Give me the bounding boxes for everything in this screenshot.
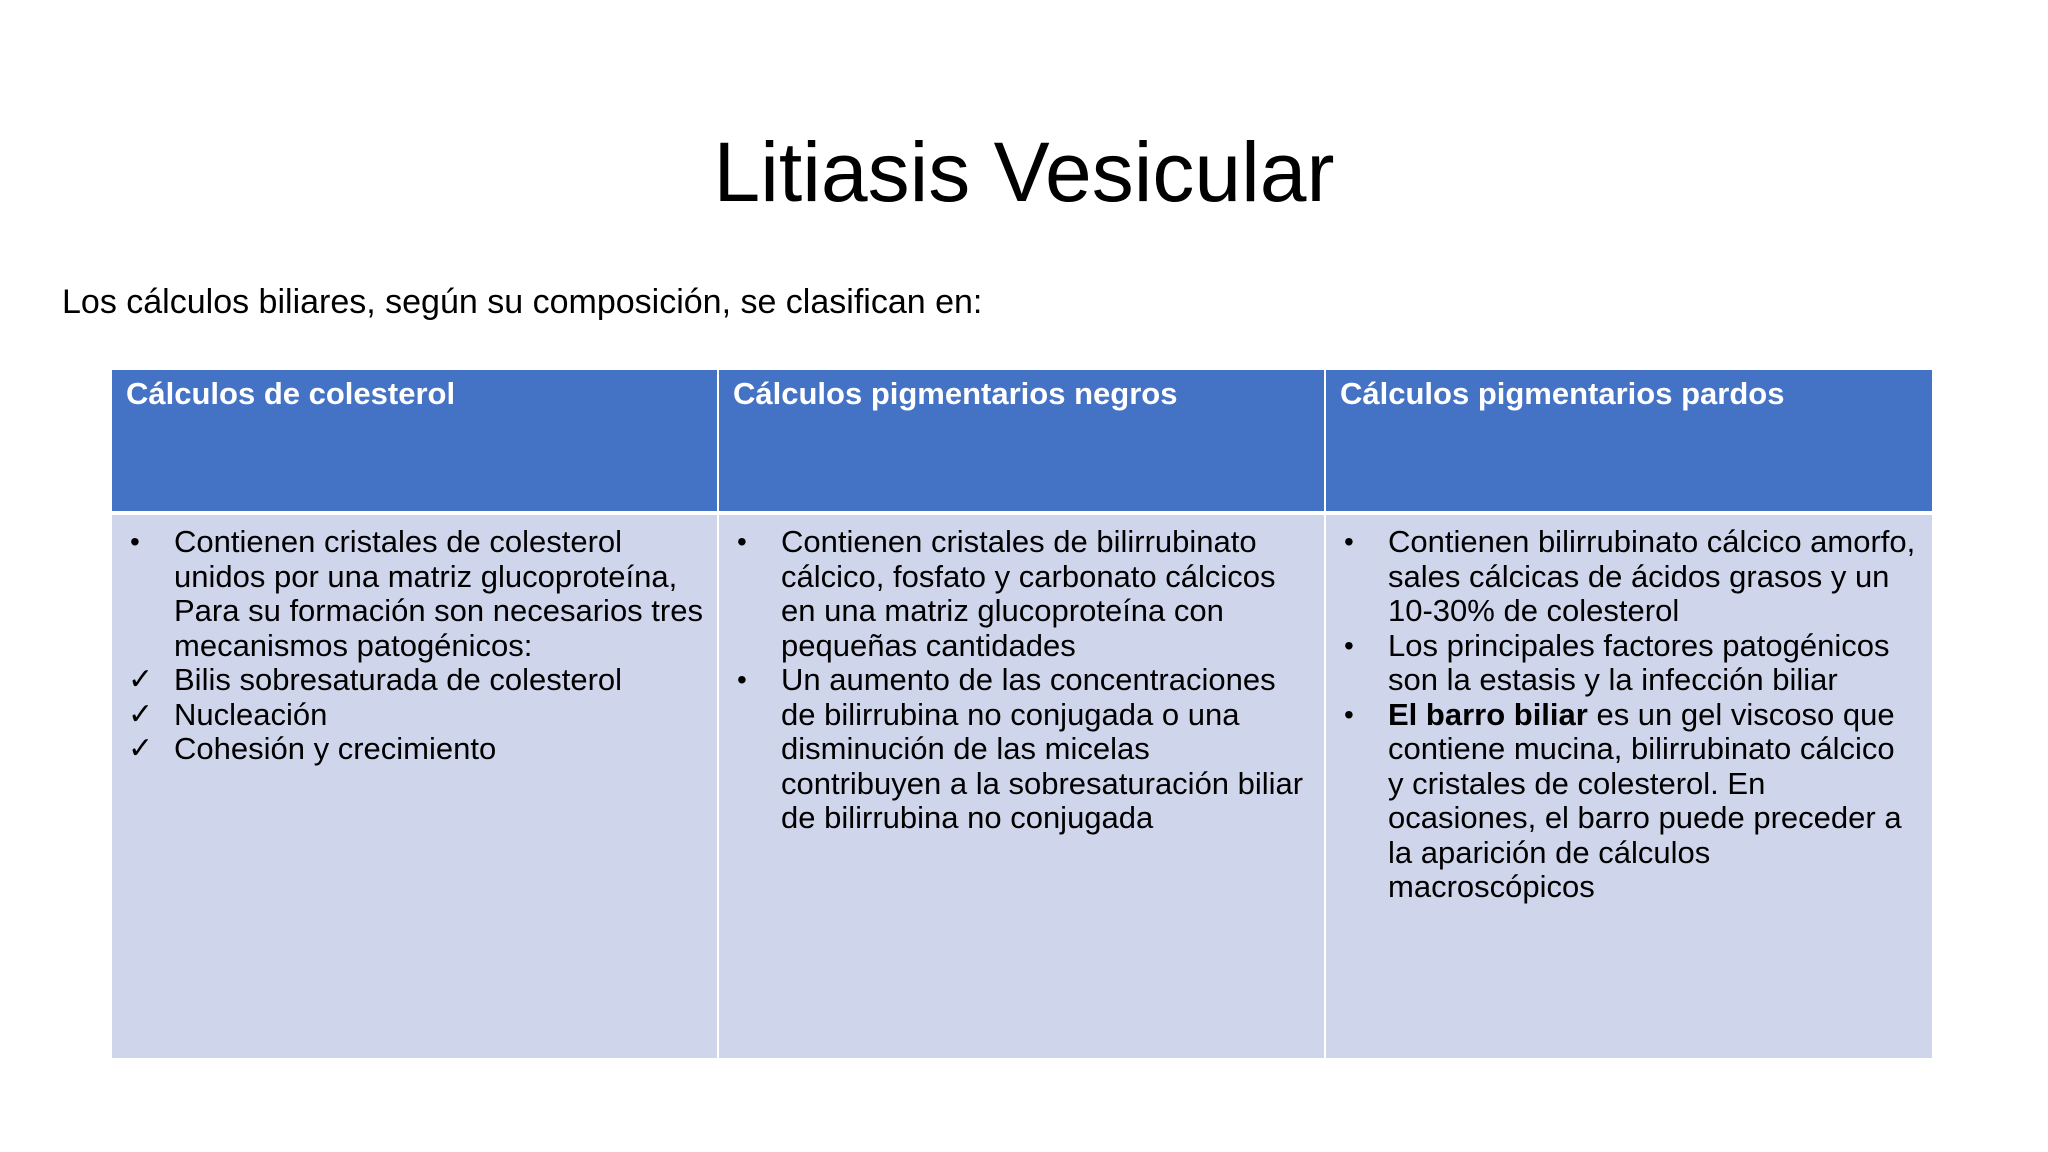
bullet-list	[1340, 525, 1918, 905]
bullet-icon: •	[1344, 629, 1354, 661]
bullet-icon: •	[1344, 698, 1354, 730]
list-item-text: Contienen cristales de bilirrubinato cálcico, fosfato y carbonato cálcicos en una matriz glucoproteína con pequeñas cantidades	[781, 524, 1276, 663]
list-item	[126, 525, 703, 663]
bullet-icon: •	[1344, 526, 1354, 557]
term-description: es un gel viscoso que contiene mucina, bilirrubinato cálcico y cristales de colesterol. En ocasiones, el barro puede preceder a la aparición de cálculos macroscópicos	[1388, 696, 1902, 904]
checkmark-icon: ✓	[128, 663, 154, 696]
bullet-list	[733, 525, 1310, 836]
header-cell-brown-pigment: Cálculos pigmentarios pardos	[1326, 370, 1932, 511]
bullet-icon: •	[130, 526, 140, 557]
checkmark-icon: ✓	[128, 732, 154, 765]
bullet-list	[126, 525, 703, 767]
checkmark-icon: ✓	[128, 697, 154, 731]
list-item-text: Los principales factores patogénicos son la estasis y la infección biliar	[1388, 627, 1890, 697]
body-cell-black-pigment	[719, 515, 1324, 1058]
slide-title: Litiasis Vesicular	[713, 125, 1335, 219]
header-cell-cholesterol: Cálculos de colesterol	[112, 370, 717, 511]
list-item-text: Contienen cristales de colesterol unidos por una matriz glucoproteína, Para su formación son necesarios tres mecanismos patogénicos:	[174, 524, 703, 663]
list-item	[1340, 525, 1918, 629]
list-item	[126, 698, 703, 733]
list-item-text: Nucleación	[174, 696, 328, 732]
list-item-text: Contienen bilirrubinato cálcico amorfo, sales cálcicas de ácidos grasos y un 10-30% de colesterol	[1388, 524, 1916, 628]
classification-table	[112, 370, 1932, 1060]
intro-text: Los cálculos biliares, según su composición, se clasifican en:	[62, 283, 983, 321]
list-item-text: Un aumento de las concentraciones de bilirrubina no conjugada o una disminución de las micelas contribuyen a la sobresaturación biliar de bilirrubina no conjugada	[781, 662, 1304, 835]
body-cell-brown-pigment	[1326, 515, 1932, 1058]
list-item	[733, 525, 1310, 663]
list-item-text: Cohesión y crecimiento	[174, 731, 497, 766]
header-cell-black-pigment: Cálculos pigmentarios negros	[719, 370, 1324, 511]
list-item	[1340, 629, 1918, 698]
bullet-icon: •	[737, 664, 747, 695]
body-cell-cholesterol	[112, 515, 717, 1058]
list-item	[1340, 698, 1918, 905]
bullet-icon: •	[737, 526, 747, 557]
list-item	[126, 663, 703, 698]
bold-term: El barro biliar	[1388, 696, 1588, 732]
list-item-text: Bilis sobresaturada de colesterol	[174, 662, 623, 697]
list-item	[126, 732, 703, 767]
list-item	[733, 663, 1310, 836]
list-item-text	[1388, 697, 1902, 905]
